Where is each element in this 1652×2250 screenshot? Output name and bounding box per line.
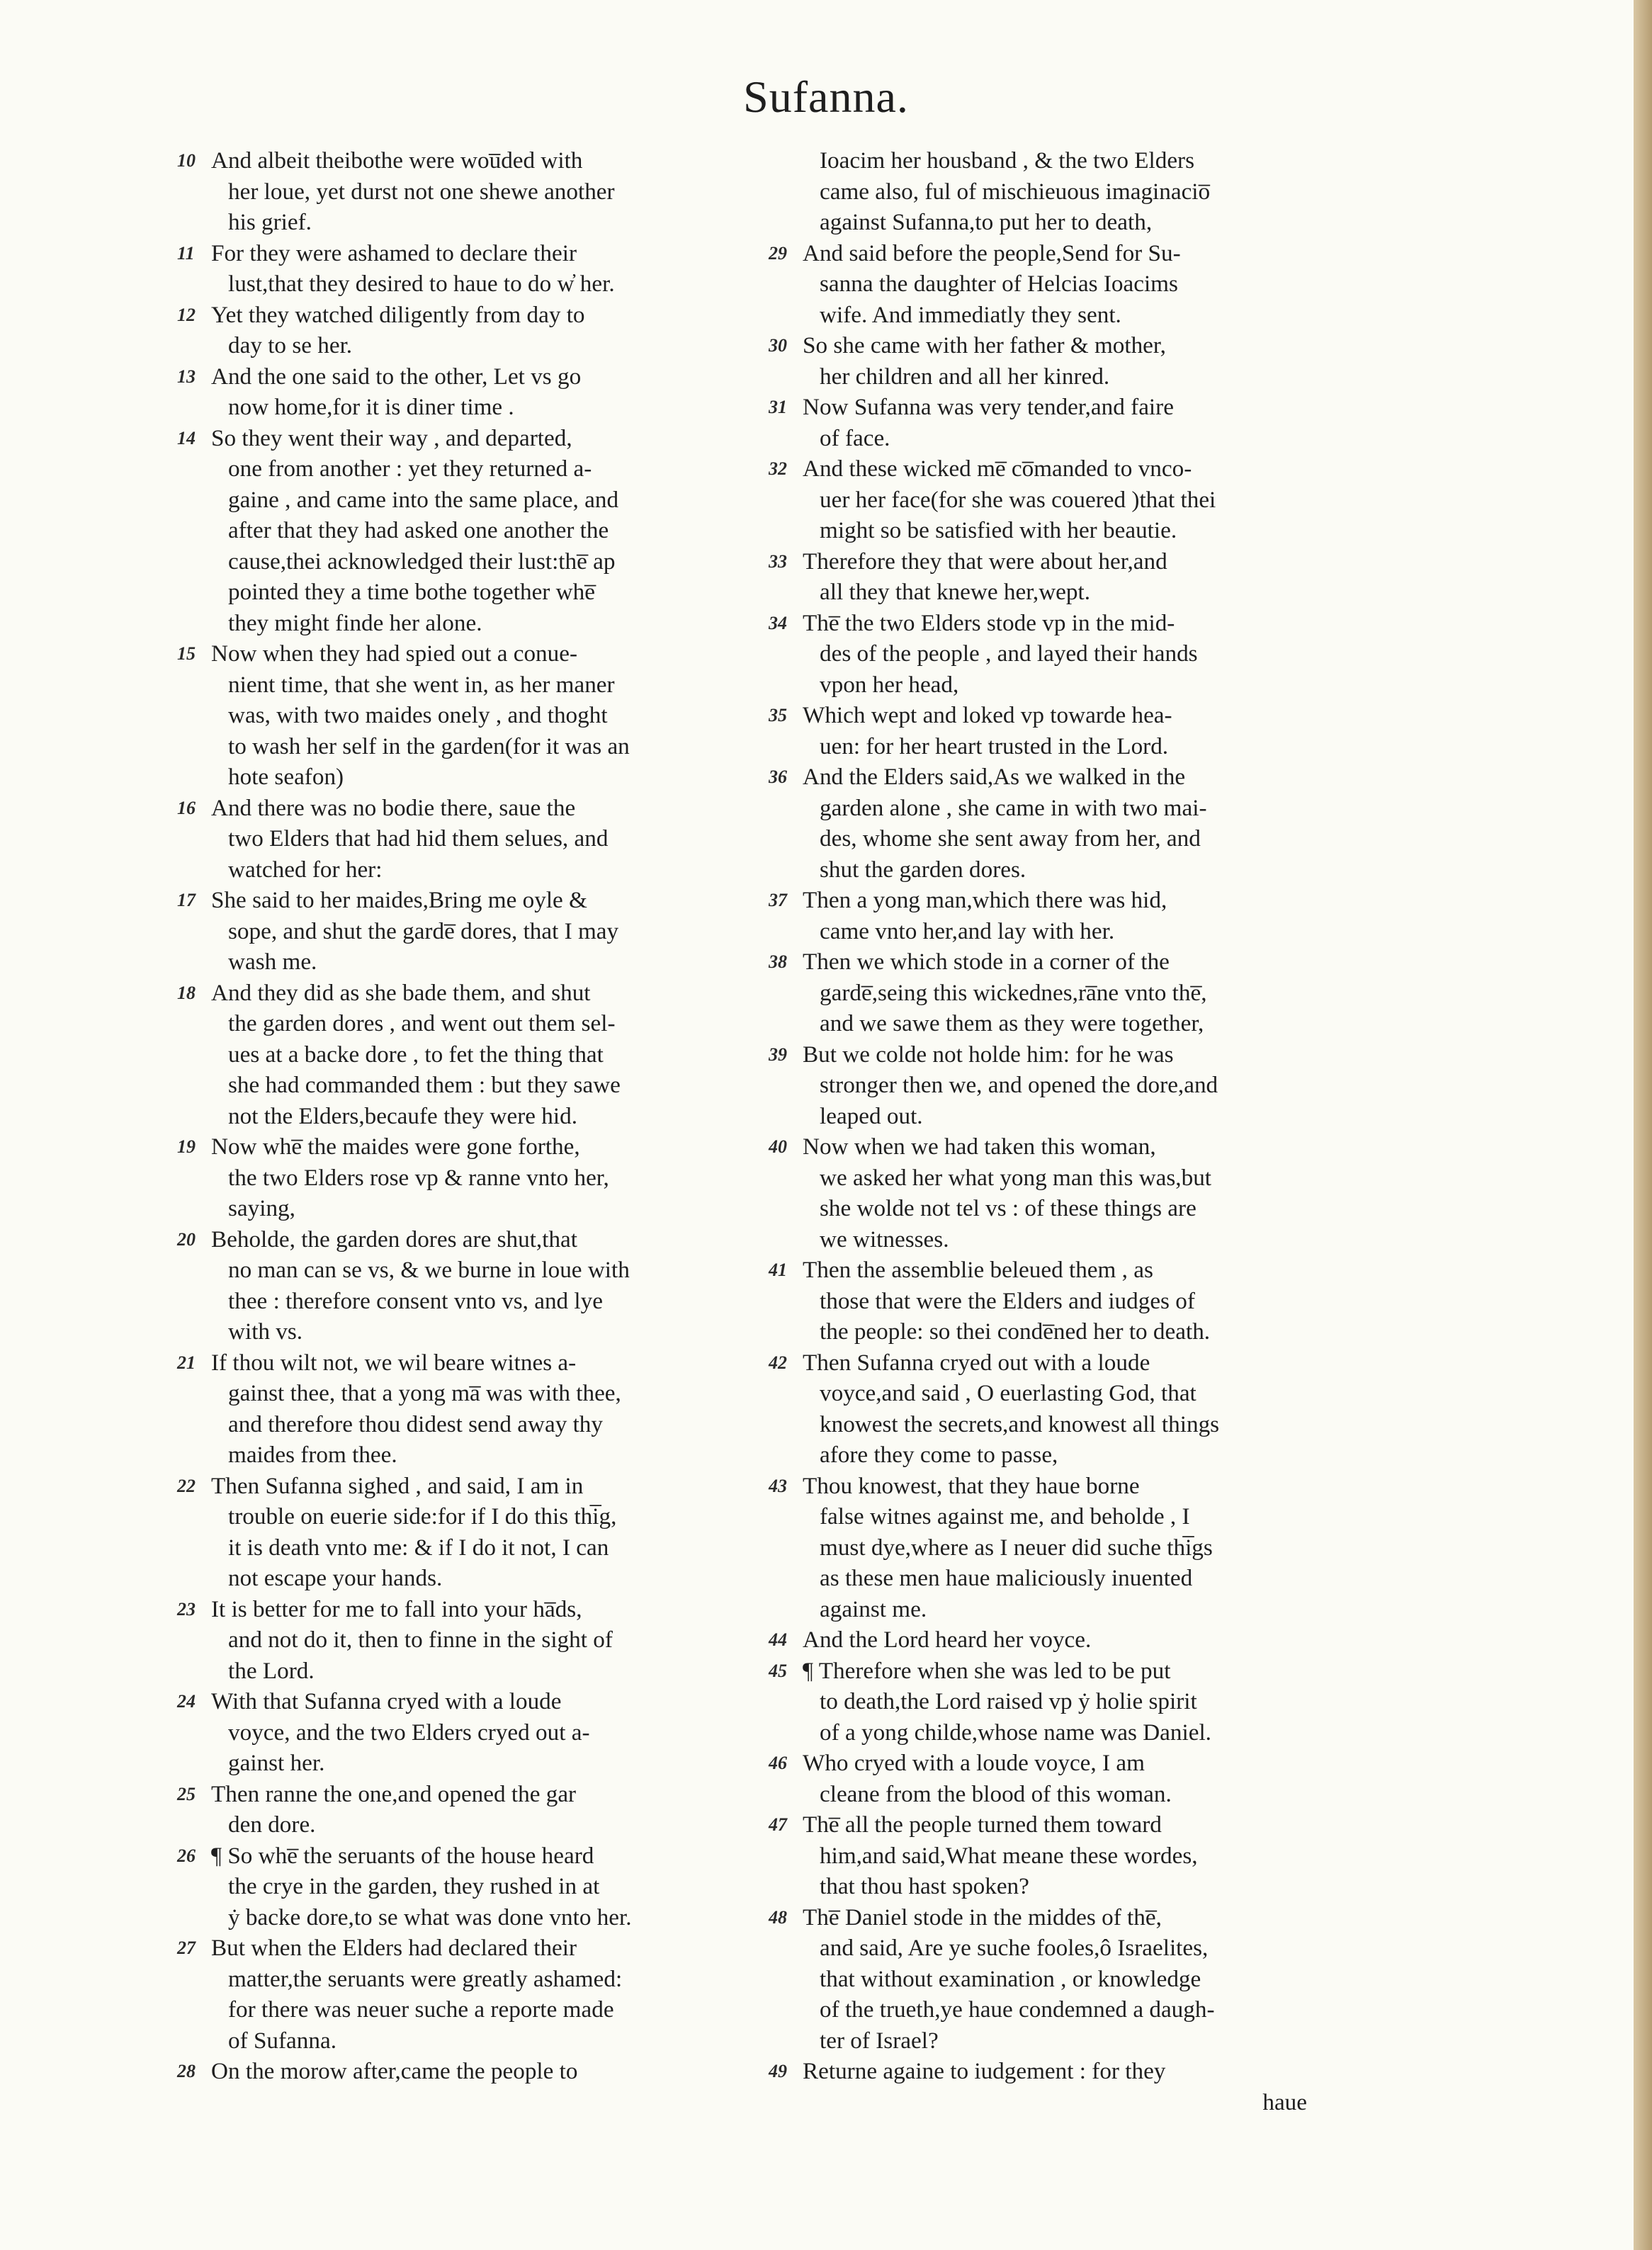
verse-line: Now when they had spied out a conue- xyxy=(211,640,578,667)
verse-line: was, with two maides onely , and thoght xyxy=(228,702,608,728)
verse-line: might so be satisfied with her beautie. xyxy=(820,517,1177,543)
verse-line: So they went their way , and departed, xyxy=(211,424,572,451)
verse xyxy=(177,1779,744,1841)
verse-line: she wolde not tel vs : of these things are xyxy=(820,1195,1196,1221)
verse-line: Then the assemblie beleued them , as xyxy=(803,1257,1153,1283)
verse xyxy=(177,978,744,1132)
verse-line: shut the garden dores. xyxy=(820,856,1026,883)
verse xyxy=(769,700,1335,762)
verse xyxy=(769,885,1335,946)
verse-line: garden alone , she came in with two mai- xyxy=(820,794,1207,821)
verse-line: And the Lord heard her voyce. xyxy=(803,1627,1092,1653)
verse-line: nient time, that she went in, as her maner xyxy=(228,671,615,698)
verse-line: ẏ backe dore,to se what was done vnto her. xyxy=(228,1904,632,1930)
verse xyxy=(769,392,1335,453)
verse-line: we asked her what yong man this was,but xyxy=(820,1164,1212,1191)
verse-line: Who cryed with a loude voyce, I am xyxy=(803,1750,1145,1776)
verse-line: ues at a backe dore , to fet the thing that xyxy=(228,1041,604,1068)
verse-line: wash me. xyxy=(228,949,317,975)
verse xyxy=(177,1594,744,1687)
verse-line: that without examination , or knowledge xyxy=(820,1965,1201,1992)
verse-line: With that Sufanna cryed with a loude xyxy=(211,1688,562,1714)
verse xyxy=(177,1347,744,1471)
verse xyxy=(769,453,1335,546)
verse-line: ¶ Therefore when she was led to be put xyxy=(803,1657,1171,1684)
verse-line: of the trueth,ye haue condemned a daugh- xyxy=(820,1996,1215,2023)
verse-line: that thou hast spoken? xyxy=(820,1873,1029,1899)
verse-number: 44 xyxy=(769,1629,787,1650)
verse-number: 15 xyxy=(177,643,196,664)
verse-number: 45 xyxy=(769,1660,787,1681)
verse-number: 28 xyxy=(177,2061,196,2081)
verse xyxy=(177,145,744,238)
verse-line: now home,for it is diner time . xyxy=(228,394,514,420)
verse xyxy=(769,1656,1335,1748)
verse-line: of a yong childe,whose name was Daniel. xyxy=(820,1719,1211,1746)
verse-line: cleane from the blood of this woman. xyxy=(820,1780,1172,1807)
verse-line: And they did as she bade them, and shut xyxy=(211,979,591,1006)
verse-line: leaped out. xyxy=(820,1102,923,1129)
verse xyxy=(177,1933,744,2056)
verse-line: against Sufanna,to put her to death, xyxy=(820,209,1153,235)
verse-line: it is death vnto me: & if I do it not, I can xyxy=(228,1534,609,1561)
verse-line: gainst thee, that a yong ma̅ was with thee, xyxy=(228,1380,621,1406)
verse-line: for there was neuer suche a reporte made xyxy=(228,1996,614,2023)
verse-line: Now whe̅ the maides were gone forthe, xyxy=(211,1134,580,1160)
verse xyxy=(769,1624,1335,1656)
verse-line: Then Sufanna cryed out with a loude xyxy=(803,1349,1150,1376)
verse-line: If thou wilt not, we wil beare witnes a- xyxy=(211,1349,577,1376)
verse-line: uer her face(for she was couered )that thei xyxy=(820,486,1216,513)
verse-line: came also, ful of mischieuous imaginacio̅ xyxy=(820,178,1211,205)
verse-line: des, whome she sent away from her, and xyxy=(820,825,1201,852)
verse-number: 31 xyxy=(769,397,787,417)
verse xyxy=(177,793,744,886)
verse-number: 20 xyxy=(177,1228,196,1250)
verse-number: 10 xyxy=(177,150,196,171)
verse-line: She said to her maides,Bring me oyle & xyxy=(211,887,587,913)
verse-line: one from another : yet they returned a- xyxy=(228,456,592,482)
verse xyxy=(177,1686,744,1779)
verse-line: to death,the Lord raised vp ẏ holie spirit xyxy=(820,1688,1197,1714)
verse-line: the two Elders rose vp & ranne vnto her, xyxy=(228,1164,609,1191)
verse-line: the garden dores , and went out them sel- xyxy=(228,1010,616,1036)
verse xyxy=(769,608,1335,701)
left-column xyxy=(177,145,744,2087)
verse-line: trouble on euerie side:for if I do this thi̅g, xyxy=(228,1503,617,1530)
verse-line: her loue, yet durst not one shewe another xyxy=(228,178,615,205)
verse-line: sanna the daughter of Helcias Ioacims xyxy=(820,271,1178,297)
verse-line: no man can se vs, & we burne in loue with xyxy=(228,1257,630,1283)
verse xyxy=(177,2056,744,2087)
verse-line: came vnto her,and lay with her. xyxy=(820,917,1115,944)
verse-number: 16 xyxy=(177,797,196,818)
verse-number: 48 xyxy=(769,1906,787,1928)
verse-number: 35 xyxy=(769,705,787,725)
verse xyxy=(769,1471,1335,1625)
verse-number: 26 xyxy=(177,1845,196,1866)
verse xyxy=(177,1131,744,1224)
verse-line: gaine , and came into the same place, and xyxy=(228,486,619,513)
verse-line: the people: so thei conde̅ned her to death. xyxy=(820,1318,1211,1345)
verse-line: must dye,where as I neuer did suche thi̅gs xyxy=(820,1534,1213,1561)
verse-number: 21 xyxy=(177,1352,196,1373)
verse-number: 43 xyxy=(769,1475,787,1496)
verse-number: 22 xyxy=(177,1475,196,1496)
verse-line: Beholde, the garden dores are shut,that xyxy=(211,1226,577,1253)
verse-line: The̅ all the people turned them toward xyxy=(803,1811,1162,1838)
verse-line: with vs. xyxy=(228,1318,303,1345)
verse-number: 11 xyxy=(177,242,195,264)
verse-line: lust,that they desired to haue to do w̓ her. xyxy=(228,271,615,297)
verse xyxy=(769,946,1335,1039)
verse-line: knowest the secrets,and knowest all things xyxy=(820,1411,1220,1437)
verse-number: 18 xyxy=(177,982,196,1003)
verse-line: But we colde not holde him: for he was xyxy=(803,1041,1174,1068)
verse-number: 41 xyxy=(769,1260,787,1280)
verse-line: those that were the Elders and iudges of xyxy=(820,1287,1195,1314)
verse-number: 34 xyxy=(769,612,787,633)
verse-line: hote seafon) xyxy=(228,764,344,790)
verse-line: and said, Are ye suche fooles,ô Israelites, xyxy=(820,1935,1209,1961)
verse-number: 39 xyxy=(769,1044,787,1065)
verse-line: Thou knowest, that they haue borne xyxy=(803,1472,1140,1499)
verse xyxy=(769,1347,1335,1471)
verse-line: And these wicked me̅ co̅manded to vnco- xyxy=(803,456,1192,482)
verse-line: of Sufanna. xyxy=(228,2027,336,2054)
verse xyxy=(769,1809,1335,1902)
running-head: Sufanna. xyxy=(743,72,909,122)
verse-line: ¶ So whe̅ the seruants of the house heard xyxy=(211,1842,594,1869)
verse-line: matter,the seruants were greatly ashamed: xyxy=(228,1965,623,1992)
verse-number: 49 xyxy=(769,2061,787,2081)
verse-line: not the Elders,becaufe they were hid. xyxy=(228,1102,577,1129)
verse-number: 40 xyxy=(769,1136,787,1157)
verse-line: And the one said to the other, Let vs go xyxy=(211,363,582,390)
verse-line: gainst her. xyxy=(228,1750,325,1776)
verse-line: Now when we had taken this woman, xyxy=(803,1134,1156,1160)
verse-number: 37 xyxy=(769,890,787,910)
verse-number: 47 xyxy=(769,1814,787,1835)
verse-line: pointed they a time bothe together whe̅ xyxy=(228,579,595,605)
verse-line: thee : therefore consent vnto vs, and lye xyxy=(228,1287,603,1314)
verse-line: Then a yong man,which there was hid, xyxy=(803,887,1167,913)
verse-line: And there was no bodie there, saue the xyxy=(211,794,576,821)
verse-line: Therefore they that were about her,and xyxy=(803,548,1167,575)
verse-number: 42 xyxy=(769,1352,787,1373)
verse-line: false witnes against me, and beholde , I xyxy=(820,1503,1190,1530)
verse xyxy=(769,2056,1335,2087)
verse-line: watched for her: xyxy=(228,856,383,883)
verse xyxy=(177,1841,744,1933)
verse-number: 14 xyxy=(177,427,196,448)
verse-line: we witnesses. xyxy=(820,1226,949,1253)
catchword: haue xyxy=(1262,2088,1307,2115)
verse-line: vpon her head, xyxy=(820,671,959,698)
verse-line: her children and all her kinred. xyxy=(820,363,1110,390)
verse-line: uen: for her heart trusted in the Lord. xyxy=(820,733,1169,759)
verse-line: and therefore thou didest send away thy xyxy=(228,1411,603,1437)
verse-line: And albeit theibothe were wou̅ded with xyxy=(211,147,583,174)
verse-line: But when the Elders had declared their xyxy=(211,1935,577,1961)
verse-line: sope, and shut the garde̅ dores, that I may xyxy=(228,917,619,944)
verse-number: 23 xyxy=(177,1598,196,1619)
verse-line: two Elders that had hid them selues, and xyxy=(228,825,609,852)
verse-line: they might finde her alone. xyxy=(228,609,482,636)
verse xyxy=(769,762,1335,885)
verse-line: she had commanded them : but they sawe xyxy=(228,1072,621,1098)
verse-line: and not do it, then to finne in the sight of xyxy=(228,1627,613,1653)
verse-line: des of the people , and layed their hands xyxy=(820,640,1198,667)
verse-line: him,and said,What meane these wordes, xyxy=(820,1842,1198,1869)
verse-number: 33 xyxy=(769,550,787,572)
verse-line: wife. And immediatly they sent. xyxy=(820,301,1121,328)
page-edge xyxy=(1634,0,1652,2250)
verse xyxy=(769,546,1335,608)
verse-line: For they were ashamed to declare their xyxy=(211,239,577,266)
verse-number: 29 xyxy=(769,242,787,264)
verse-line: to wash her self in the garden(for it was an xyxy=(228,733,630,759)
verse-line: stronger then we, and opened the dore,and xyxy=(820,1072,1218,1098)
verse-line: cause,thei acknowledged their lust:the̅ ap xyxy=(228,548,616,575)
verse-line: not escape your hands. xyxy=(228,1565,443,1591)
verse-line: after that they had asked one another the xyxy=(228,517,609,543)
verse-number: 38 xyxy=(769,951,787,972)
verse-line: of face. xyxy=(820,424,890,451)
verse-line: his grief. xyxy=(228,209,312,235)
verse-line: voyce, and the two Elders cryed out a- xyxy=(228,1719,590,1746)
verse-number: 19 xyxy=(177,1136,196,1157)
verse xyxy=(177,1471,744,1594)
verse-line: Then Sufanna sighed , and said, I am in xyxy=(211,1472,584,1499)
verse xyxy=(769,1255,1335,1347)
right-column xyxy=(769,145,1335,2118)
verse xyxy=(177,361,744,423)
verse-line: It is better for me to fall into your ha̅ds, xyxy=(211,1595,582,1622)
verse-line: And said before the people,Send for Su- xyxy=(803,239,1181,266)
verse-number: 13 xyxy=(177,366,196,387)
verse-line: Then we which stode in a corner of the xyxy=(803,949,1170,975)
verse-number: 27 xyxy=(177,1938,196,1958)
verse-line: the crye in the garden, they rushed in at xyxy=(228,1873,600,1899)
verse xyxy=(177,885,744,978)
verse xyxy=(177,238,744,300)
verse-line: Returne againe to iudgement : for they xyxy=(803,2058,1166,2084)
verse-line: garde̅,seing this wickednes,ra̅ne vnto the̅, xyxy=(820,979,1207,1006)
verse-line: maides from thee. xyxy=(228,1442,397,1468)
verse-line: saying, xyxy=(228,1195,295,1221)
verse-number: 30 xyxy=(769,335,787,356)
verse-line: voyce,and said , O euerlasting God, that xyxy=(820,1380,1196,1406)
verse xyxy=(177,300,744,361)
verse-line: all they that knewe her,wept. xyxy=(820,579,1091,605)
verse-line: On the morow after,came the people to xyxy=(211,2058,578,2084)
verse-line: day to se her. xyxy=(228,332,353,358)
verse-number: 17 xyxy=(177,890,196,910)
verse xyxy=(769,145,1335,238)
verse-number: 24 xyxy=(177,1691,196,1712)
verse-line: Now Sufanna was very tender,and faire xyxy=(803,394,1174,420)
verse xyxy=(769,1748,1335,1809)
verse xyxy=(177,1224,744,1347)
verse xyxy=(177,638,744,793)
verse xyxy=(769,1039,1335,1132)
verse-number: 32 xyxy=(769,458,787,479)
verse-line: Yet they watched diligently from day to xyxy=(211,301,585,328)
verse-line: the Lord. xyxy=(228,1657,315,1684)
verse-line: as these men haue maliciously inuented xyxy=(820,1565,1193,1591)
verse-line: So she came with her father & mother, xyxy=(803,332,1166,358)
verse xyxy=(769,330,1335,392)
verse xyxy=(769,238,1335,331)
verse-number: 25 xyxy=(177,1783,196,1804)
verse-line: den dore. xyxy=(228,1811,316,1838)
verse xyxy=(769,1902,1335,2057)
verse-line: and we sawe them as they were together, xyxy=(820,1010,1204,1036)
verse-number: 36 xyxy=(769,767,787,787)
verse-line: The̅ Daniel stode in the middes of the̅, xyxy=(803,1904,1162,1930)
verse-line: against me. xyxy=(820,1595,927,1622)
verse-line: Ioacim her housband , & the two Elders xyxy=(820,147,1195,174)
verse-line: afore they come to passe, xyxy=(820,1442,1058,1468)
verse-line: ter of Israel? xyxy=(820,2027,939,2054)
verse-number: 46 xyxy=(769,1753,787,1773)
verse-line: Then ranne the one,and opened the gar xyxy=(211,1780,577,1807)
verse-line: And the Elders said,As we walked in the xyxy=(803,764,1186,790)
verse-line: The̅ the two Elders stode vp in the mid- xyxy=(803,609,1175,636)
verse-line: Which wept and loked vp towarde hea- xyxy=(803,702,1172,728)
verse xyxy=(769,1131,1335,1255)
verse xyxy=(177,423,744,639)
verse-number: 12 xyxy=(177,304,196,325)
